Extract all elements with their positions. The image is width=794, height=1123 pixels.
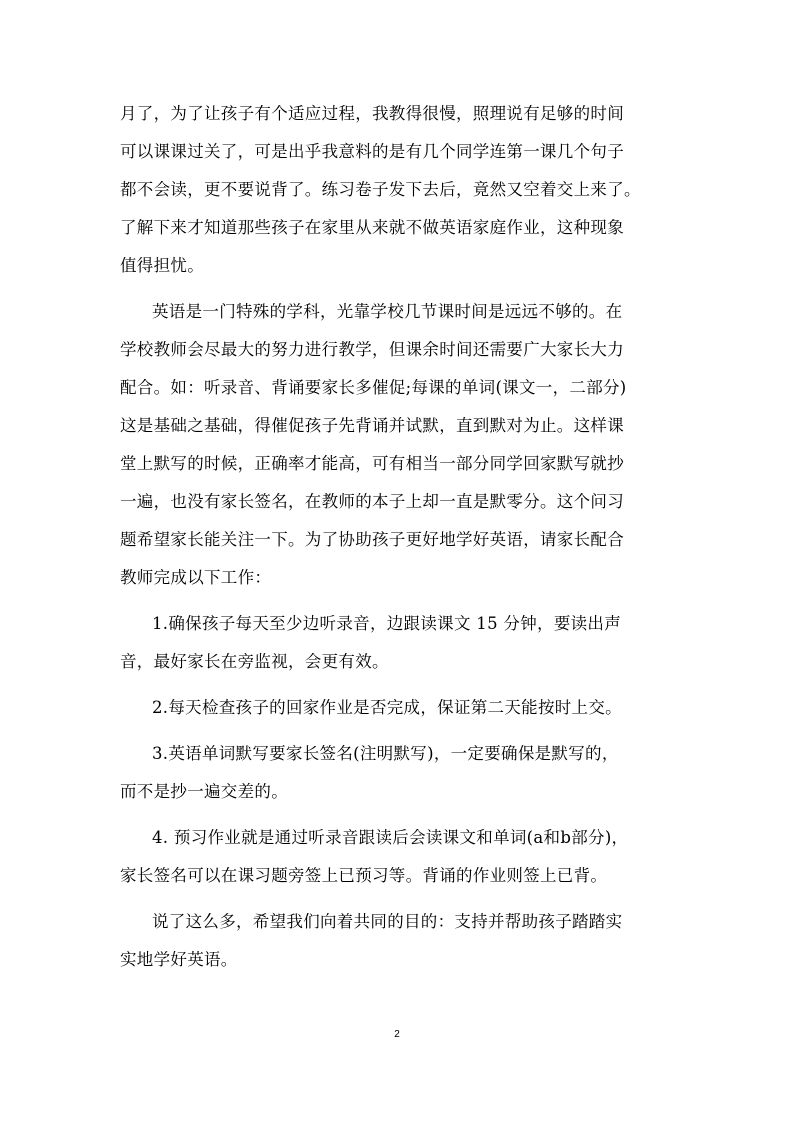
paragraph-start-line: 说了这么多，希望我们向着共同的目的：支持并帮助孩子踏踏实 bbox=[152, 912, 623, 931]
text-line: 音，最好家长在旁监视，会更有效。 bbox=[120, 652, 389, 671]
text-line: 教师完成以下工作： bbox=[120, 568, 272, 587]
paragraph-start-line: 英语是一门特殊的学科，光靠学校几节课时间是远远不够的。在 bbox=[152, 302, 623, 321]
text-line: 月了，为了让孩子有个适应过程，我教得很慢，照理说有足够的时间 bbox=[120, 104, 624, 123]
text-line: 而不是抄一遍交差的。 bbox=[120, 782, 288, 801]
text-line: 配合。如：听录音、背诵要家长多催促;每课的单词(课文一，二部分) bbox=[120, 378, 627, 397]
text-line: 一遍，也没有家长签名，在教师的本子上却一直是默零分。这个问习 bbox=[120, 492, 624, 511]
text-line: 这是基础之基础，得催促孩子先背诵并试默，直到默对为止。这样课 bbox=[120, 416, 624, 435]
page-number: 2 bbox=[394, 1029, 400, 1040]
text-line: 堂上默写的时候，正确率才能高，可有相当一部分同学回家默写就抄 bbox=[120, 454, 624, 473]
text-line: 都不会读，更不要说背了。练习卷子发下去后，竟然又空着交上来了。 bbox=[120, 180, 641, 199]
text-line: 学校教师会尽最大的努力进行教学，但课余时间还需要广大家长大力 bbox=[120, 340, 624, 359]
list-item-3-line: 3.英语单词默写要家长签名(注明默写)，一定要确保是默写的， bbox=[152, 744, 619, 763]
text-line: 可以课课过关了，可是出乎我意料的是有几个同学连第一课几个句子 bbox=[120, 142, 624, 161]
text-line: 实地学好英语。 bbox=[120, 950, 238, 969]
list-item-4-line: 4. 预习作业就是通过听录音跟读后会读课文和单词(a和b部分)， bbox=[152, 828, 629, 847]
list-item-1-line: 1.确保孩子每天至少边听录音，边跟读课文 15 分钟，要读出声 bbox=[152, 614, 622, 633]
text-line: 值得担忧。 bbox=[120, 256, 204, 275]
text-line: 家长签名可以在课习题旁签上已预习等。背诵的作业则签上已背。 bbox=[120, 866, 608, 885]
text-line: 了解下来才知道那些孩子在家里从来就不做英语家庭作业，这种现象 bbox=[120, 218, 624, 237]
list-item-2-line: 2.每天检查孩子的回家作业是否完成，保证第二天能按时上交。 bbox=[152, 698, 622, 717]
text-line: 题希望家长能关注一下。为了协助孩子更好地学好英语，请家长配合 bbox=[120, 530, 624, 549]
